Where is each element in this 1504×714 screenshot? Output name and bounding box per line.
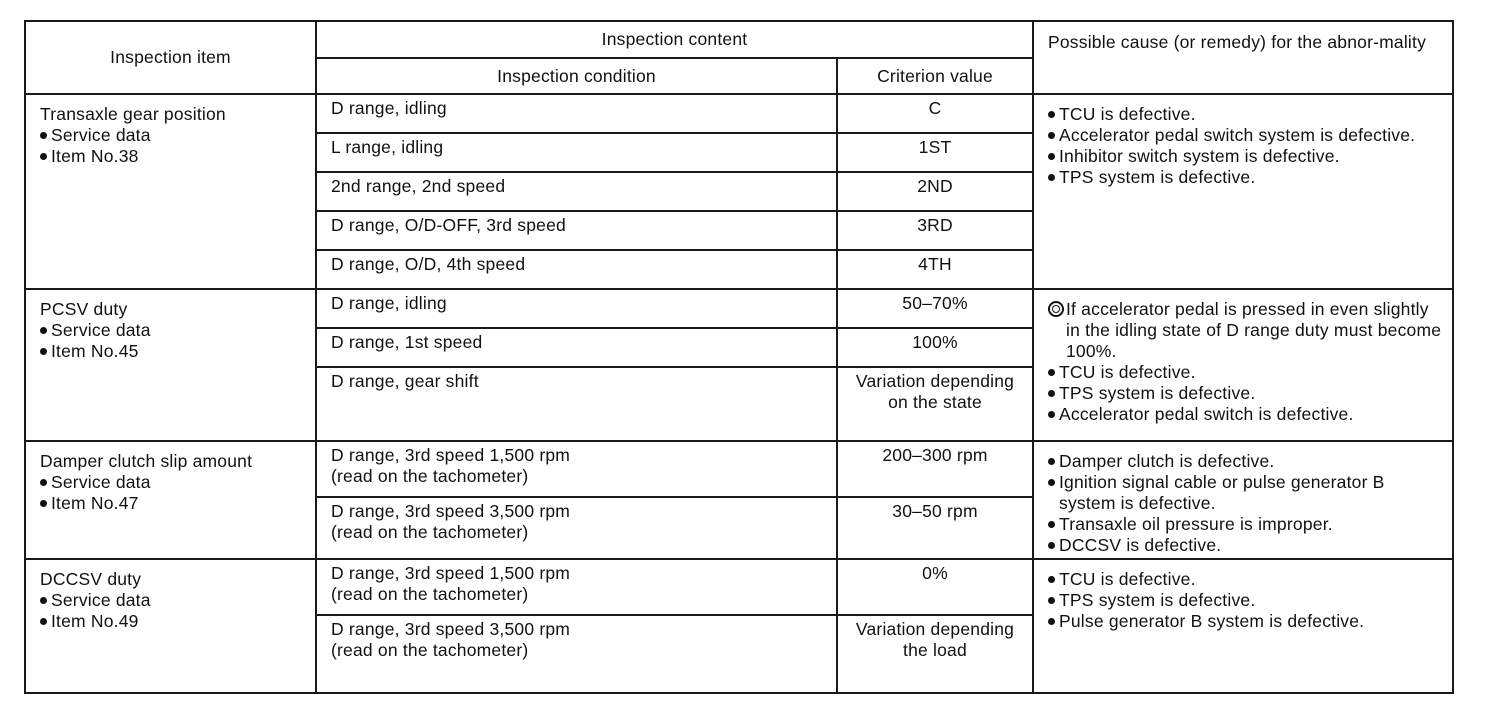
condition-cell: 2nd range, 2nd speed (316, 172, 837, 211)
cause-cell (1033, 441, 1453, 559)
criterion-cell: 1ST (837, 133, 1033, 172)
double-circle-icon (1048, 301, 1064, 317)
inspection-table-sheet (24, 20, 1454, 694)
cause-item: TPS system is defective. (1048, 167, 1444, 188)
bullet-icon (40, 348, 47, 355)
criterion-cell: 100% (837, 328, 1033, 367)
inspection-item-cell (25, 289, 316, 441)
condition-cell: D range, idling (316, 94, 837, 133)
bullet-icon (1048, 479, 1055, 486)
item-title: PCSV duty (40, 299, 128, 319)
cause-item: TCU is defective. (1048, 569, 1444, 590)
bullet-icon (1048, 390, 1055, 397)
bullet-icon (1048, 576, 1055, 583)
bullet-icon (40, 479, 47, 486)
condition-cell: D range, 3rd speed 1,500 rpm (read on the tachometer) (316, 441, 837, 497)
item-sub: Item No.47 (40, 493, 307, 514)
condition-cell: D range, O/D, 4th speed (316, 250, 837, 289)
cause-item: DCCSV is defective. (1048, 535, 1444, 556)
criterion-cell: 30–50 rpm (837, 497, 1033, 559)
criterion-cell: Variation depending on the state (837, 367, 1033, 441)
item-sub: Item No.38 (40, 146, 307, 167)
cause-item: Inhibitor switch system is defective. (1048, 146, 1444, 167)
table-row (25, 94, 1453, 133)
bullet-icon (1048, 542, 1055, 549)
condition-cell: D range, 1st speed (316, 328, 837, 367)
item-sub: Service data (40, 320, 307, 341)
condition-cell: D range, 3rd speed 3,500 rpm (read on the tachometer) (316, 497, 837, 559)
cause-item: Accelerator pedal switch system is defective. (1048, 125, 1444, 146)
cause-item: Transaxle oil pressure is improper. (1048, 514, 1444, 535)
inspection-item-cell (25, 559, 316, 693)
bullet-icon (1048, 174, 1055, 181)
bullet-icon (1048, 369, 1055, 376)
item-sub: Service data (40, 125, 307, 146)
cause-item: TCU is defective. (1048, 362, 1444, 383)
item-title: Damper clutch slip amount (40, 451, 253, 471)
bullet-icon (1048, 597, 1055, 604)
cause-item: TPS system is defective. (1048, 590, 1444, 611)
header-inspection-condition: Inspection condition (316, 58, 837, 94)
criterion-cell: Variation depending the load (837, 615, 1033, 693)
item-sub: Item No.45 (40, 341, 307, 362)
bullet-icon (1048, 521, 1055, 528)
inspection-table (24, 20, 1454, 694)
header-possible-cause: Possible cause (or remedy) for the abnor-mality (1033, 21, 1453, 94)
bullet-icon (40, 500, 47, 507)
cause-item: TCU is defective. (1048, 104, 1444, 125)
cause-item: Damper clutch is defective. (1048, 451, 1444, 472)
bullet-icon (40, 132, 47, 139)
item-title: Transaxle gear position (40, 104, 226, 124)
item-sub: Service data (40, 590, 307, 611)
criterion-cell: 200–300 rpm (837, 441, 1033, 497)
bullet-icon (1048, 111, 1055, 118)
bullet-icon (1048, 411, 1055, 418)
criterion-cell: 2ND (837, 172, 1033, 211)
cause-note: If accelerator pedal is pressed in even slightly in the idling state of D range duty must become 100%. (1048, 299, 1444, 362)
bullet-icon (1048, 132, 1055, 139)
item-title: DCCSV duty (40, 569, 142, 589)
condition-cell: D range, idling (316, 289, 837, 328)
condition-cell: D range, 3rd speed 3,500 rpm (read on the tachometer) (316, 615, 837, 693)
bullet-icon (40, 618, 47, 625)
header-inspection-item: Inspection item (25, 21, 316, 94)
cause-item: TPS system is defective. (1048, 383, 1444, 404)
criterion-cell: C (837, 94, 1033, 133)
cause-item: Pulse generator B system is defective. (1048, 611, 1444, 632)
condition-cell: D range, 3rd speed 1,500 rpm (read on the tachometer) (316, 559, 837, 615)
bullet-icon (1048, 153, 1055, 160)
item-sub: Service data (40, 472, 307, 493)
bullet-icon (1048, 458, 1055, 465)
cause-cell (1033, 289, 1453, 441)
condition-cell: D range, gear shift (316, 367, 837, 441)
criterion-cell: 4TH (837, 250, 1033, 289)
table-row (25, 289, 1453, 328)
cause-cell (1033, 559, 1453, 693)
bullet-icon (40, 153, 47, 160)
inspection-item-cell (25, 94, 316, 289)
condition-cell: L range, idling (316, 133, 837, 172)
cause-item: Ignition signal cable or pulse generator B system is defective. (1048, 472, 1444, 514)
bullet-icon (1048, 618, 1055, 625)
bullet-icon (40, 327, 47, 334)
cause-cell (1033, 94, 1453, 289)
criterion-cell: 50–70% (837, 289, 1033, 328)
table-row (25, 441, 1453, 497)
table-row (25, 559, 1453, 615)
cause-item: Accelerator pedal switch is defective. (1048, 404, 1444, 425)
header-inspection-content: Inspection content (316, 21, 1033, 58)
condition-cell: D range, O/D-OFF, 3rd speed (316, 211, 837, 250)
bullet-icon (40, 597, 47, 604)
criterion-cell: 3RD (837, 211, 1033, 250)
item-sub: Item No.49 (40, 611, 307, 632)
inspection-item-cell (25, 441, 316, 559)
header-criterion-value: Criterion value (837, 58, 1033, 94)
criterion-cell: 0% (837, 559, 1033, 615)
